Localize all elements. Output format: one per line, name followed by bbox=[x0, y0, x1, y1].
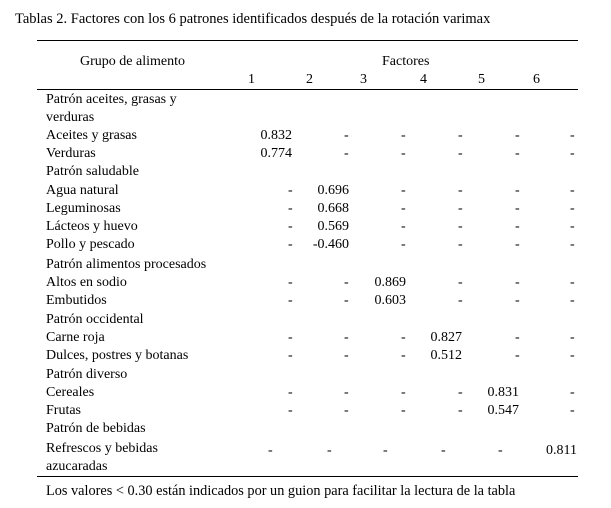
group-label: Patrón de bebidas bbox=[46, 421, 146, 436]
empty-loading-dash: - bbox=[344, 146, 349, 161]
empty-loading-dash: - bbox=[570, 183, 575, 198]
group-row bbox=[0, 91, 611, 109]
empty-loading-dash: - bbox=[401, 348, 406, 363]
empty-loading-dash: - bbox=[515, 201, 520, 216]
table-row bbox=[0, 127, 611, 145]
empty-loading-dash: - bbox=[288, 201, 293, 216]
table-footnote: Los valores < 0.30 están indicados por un guion para facilitar la lectura de la tabla bbox=[46, 483, 516, 499]
empty-loading-dash: - bbox=[288, 403, 293, 418]
table-row bbox=[0, 274, 611, 292]
empty-loading-dash: - bbox=[570, 330, 575, 345]
factor-number-6: 6 bbox=[533, 72, 540, 87]
empty-loading-dash: - bbox=[401, 183, 406, 198]
empty-loading-dash: - bbox=[401, 128, 406, 143]
food-label: Embutidos bbox=[46, 293, 107, 308]
empty-loading-dash: - bbox=[401, 201, 406, 216]
empty-loading-dash: - bbox=[515, 275, 520, 290]
header-rule bbox=[37, 89, 578, 90]
empty-loading-dash: - bbox=[515, 293, 520, 308]
empty-loading-dash: - bbox=[401, 403, 406, 418]
factor-number-1: 1 bbox=[248, 72, 255, 87]
group-label: Patrón occidental bbox=[46, 312, 144, 327]
empty-loading-dash: - bbox=[458, 237, 463, 252]
empty-loading-dash: - bbox=[458, 128, 463, 143]
factor-loading-value: 0.547 bbox=[487, 403, 519, 418]
table-row bbox=[0, 218, 611, 236]
table-row-continuation bbox=[0, 458, 611, 476]
table-row bbox=[0, 236, 611, 254]
empty-loading-dash: - bbox=[458, 201, 463, 216]
group-row bbox=[0, 420, 611, 438]
empty-loading-dash: - bbox=[570, 385, 575, 400]
empty-loading-dash: - bbox=[515, 237, 520, 252]
group-row bbox=[0, 256, 611, 274]
empty-loading-dash: - bbox=[344, 403, 349, 418]
food-label-continued: azucaradas bbox=[46, 459, 108, 474]
empty-loading-dash: - bbox=[288, 293, 293, 308]
table-row bbox=[0, 200, 611, 218]
empty-loading-dash: - bbox=[515, 348, 520, 363]
empty-loading-dash: - bbox=[288, 219, 293, 234]
table-row bbox=[0, 402, 611, 420]
table-row bbox=[0, 384, 611, 402]
factor-loading-value: 0.831 bbox=[487, 385, 519, 400]
empty-loading-dash: - bbox=[288, 275, 293, 290]
factor-loading-value: 0.696 bbox=[317, 183, 349, 198]
factor-loading-value: 0.668 bbox=[317, 201, 349, 216]
empty-loading-dash: - bbox=[288, 330, 293, 345]
group-label: Patrón saludable bbox=[46, 164, 139, 179]
empty-loading-dash: - bbox=[458, 183, 463, 198]
empty-loading-dash: - bbox=[515, 183, 520, 198]
food-label: Lácteos y huevo bbox=[46, 219, 138, 234]
empty-loading-dash: - bbox=[458, 146, 463, 161]
group-row-continuation bbox=[0, 109, 611, 127]
empty-loading-dash: - bbox=[458, 219, 463, 234]
factor-number-2: 2 bbox=[306, 72, 313, 87]
bottom-rule bbox=[37, 476, 578, 477]
empty-loading-dash: - bbox=[268, 443, 273, 458]
empty-loading-dash: - bbox=[570, 237, 575, 252]
food-label: Leguminosas bbox=[46, 201, 121, 216]
empty-loading-dash: - bbox=[515, 219, 520, 234]
factor-loading-value: 0.869 bbox=[374, 275, 406, 290]
factors-header: Factores bbox=[382, 54, 430, 69]
empty-loading-dash: - bbox=[288, 183, 293, 198]
empty-loading-dash: - bbox=[344, 293, 349, 308]
empty-loading-dash: - bbox=[344, 330, 349, 345]
food-label: Verduras bbox=[46, 146, 96, 161]
empty-loading-dash: - bbox=[458, 275, 463, 290]
empty-loading-dash: - bbox=[401, 237, 406, 252]
factor-loading-value: 0.811 bbox=[546, 443, 577, 458]
group-column-header: Grupo de alimento bbox=[80, 54, 185, 69]
empty-loading-dash: - bbox=[344, 385, 349, 400]
table-caption: Tablas 2. Factores con los 6 patrones identificados después de la rotación varimax bbox=[15, 11, 491, 27]
food-label: Refrescos y bebidas bbox=[46, 441, 158, 456]
empty-loading-dash: - bbox=[570, 219, 575, 234]
factor-loading-value: 0.569 bbox=[317, 219, 349, 234]
empty-loading-dash: - bbox=[570, 275, 575, 290]
empty-loading-dash: - bbox=[570, 403, 575, 418]
table-row bbox=[0, 329, 611, 347]
empty-loading-dash: - bbox=[344, 275, 349, 290]
table-row bbox=[0, 440, 611, 458]
factor-loading-value: 0.827 bbox=[430, 330, 462, 345]
empty-loading-dash: - bbox=[570, 293, 575, 308]
empty-loading-dash: - bbox=[570, 201, 575, 216]
empty-loading-dash: - bbox=[441, 443, 446, 458]
empty-loading-dash: - bbox=[498, 443, 503, 458]
food-label: Frutas bbox=[46, 403, 81, 418]
food-label: Cereales bbox=[46, 385, 95, 400]
empty-loading-dash: - bbox=[515, 330, 520, 345]
empty-loading-dash: - bbox=[344, 128, 349, 143]
factor-loading-value: 0.774 bbox=[260, 146, 292, 161]
group-row bbox=[0, 163, 611, 181]
empty-loading-dash: - bbox=[458, 403, 463, 418]
food-label: Aceites y grasas bbox=[46, 128, 137, 143]
group-row bbox=[0, 311, 611, 329]
empty-loading-dash: - bbox=[515, 128, 520, 143]
food-label: Dulces, postres y botanas bbox=[46, 348, 189, 363]
factor-number-3: 3 bbox=[360, 72, 367, 87]
factor-loading-value: 0.832 bbox=[260, 128, 292, 143]
factor-loading-value: 0.512 bbox=[430, 348, 462, 363]
food-label: Carne roja bbox=[46, 330, 105, 345]
food-label: Altos en sodio bbox=[46, 275, 127, 290]
empty-loading-dash: - bbox=[515, 146, 520, 161]
empty-loading-dash: - bbox=[570, 128, 575, 143]
empty-loading-dash: - bbox=[401, 219, 406, 234]
empty-loading-dash: - bbox=[288, 237, 293, 252]
group-row bbox=[0, 366, 611, 384]
empty-loading-dash: - bbox=[401, 330, 406, 345]
factor-number-5: 5 bbox=[478, 72, 485, 87]
table-row bbox=[0, 182, 611, 200]
factor-loading-value: 0.603 bbox=[374, 293, 406, 308]
empty-loading-dash: - bbox=[458, 385, 463, 400]
group-label: Patrón aceites, grasas y bbox=[46, 92, 177, 107]
empty-loading-dash: - bbox=[401, 146, 406, 161]
group-label: Patrón alimentos procesados bbox=[46, 257, 207, 272]
table-row bbox=[0, 292, 611, 310]
empty-loading-dash: - bbox=[288, 385, 293, 400]
empty-loading-dash: - bbox=[401, 385, 406, 400]
empty-loading-dash: - bbox=[288, 348, 293, 363]
group-label-continued: verduras bbox=[46, 110, 95, 125]
table-row bbox=[0, 347, 611, 365]
empty-loading-dash: - bbox=[383, 443, 388, 458]
empty-loading-dash: - bbox=[344, 348, 349, 363]
empty-loading-dash: - bbox=[327, 443, 332, 458]
empty-loading-dash: - bbox=[570, 348, 575, 363]
food-label: Agua natural bbox=[46, 183, 119, 198]
top-rule bbox=[37, 40, 578, 41]
group-label: Patrón diverso bbox=[46, 367, 128, 382]
factor-loading-value: -0.460 bbox=[312, 237, 349, 252]
factor-number-4: 4 bbox=[420, 72, 427, 87]
empty-loading-dash: - bbox=[458, 293, 463, 308]
food-label: Pollo y pescado bbox=[46, 237, 135, 252]
empty-loading-dash: - bbox=[570, 146, 575, 161]
table-row bbox=[0, 145, 611, 163]
